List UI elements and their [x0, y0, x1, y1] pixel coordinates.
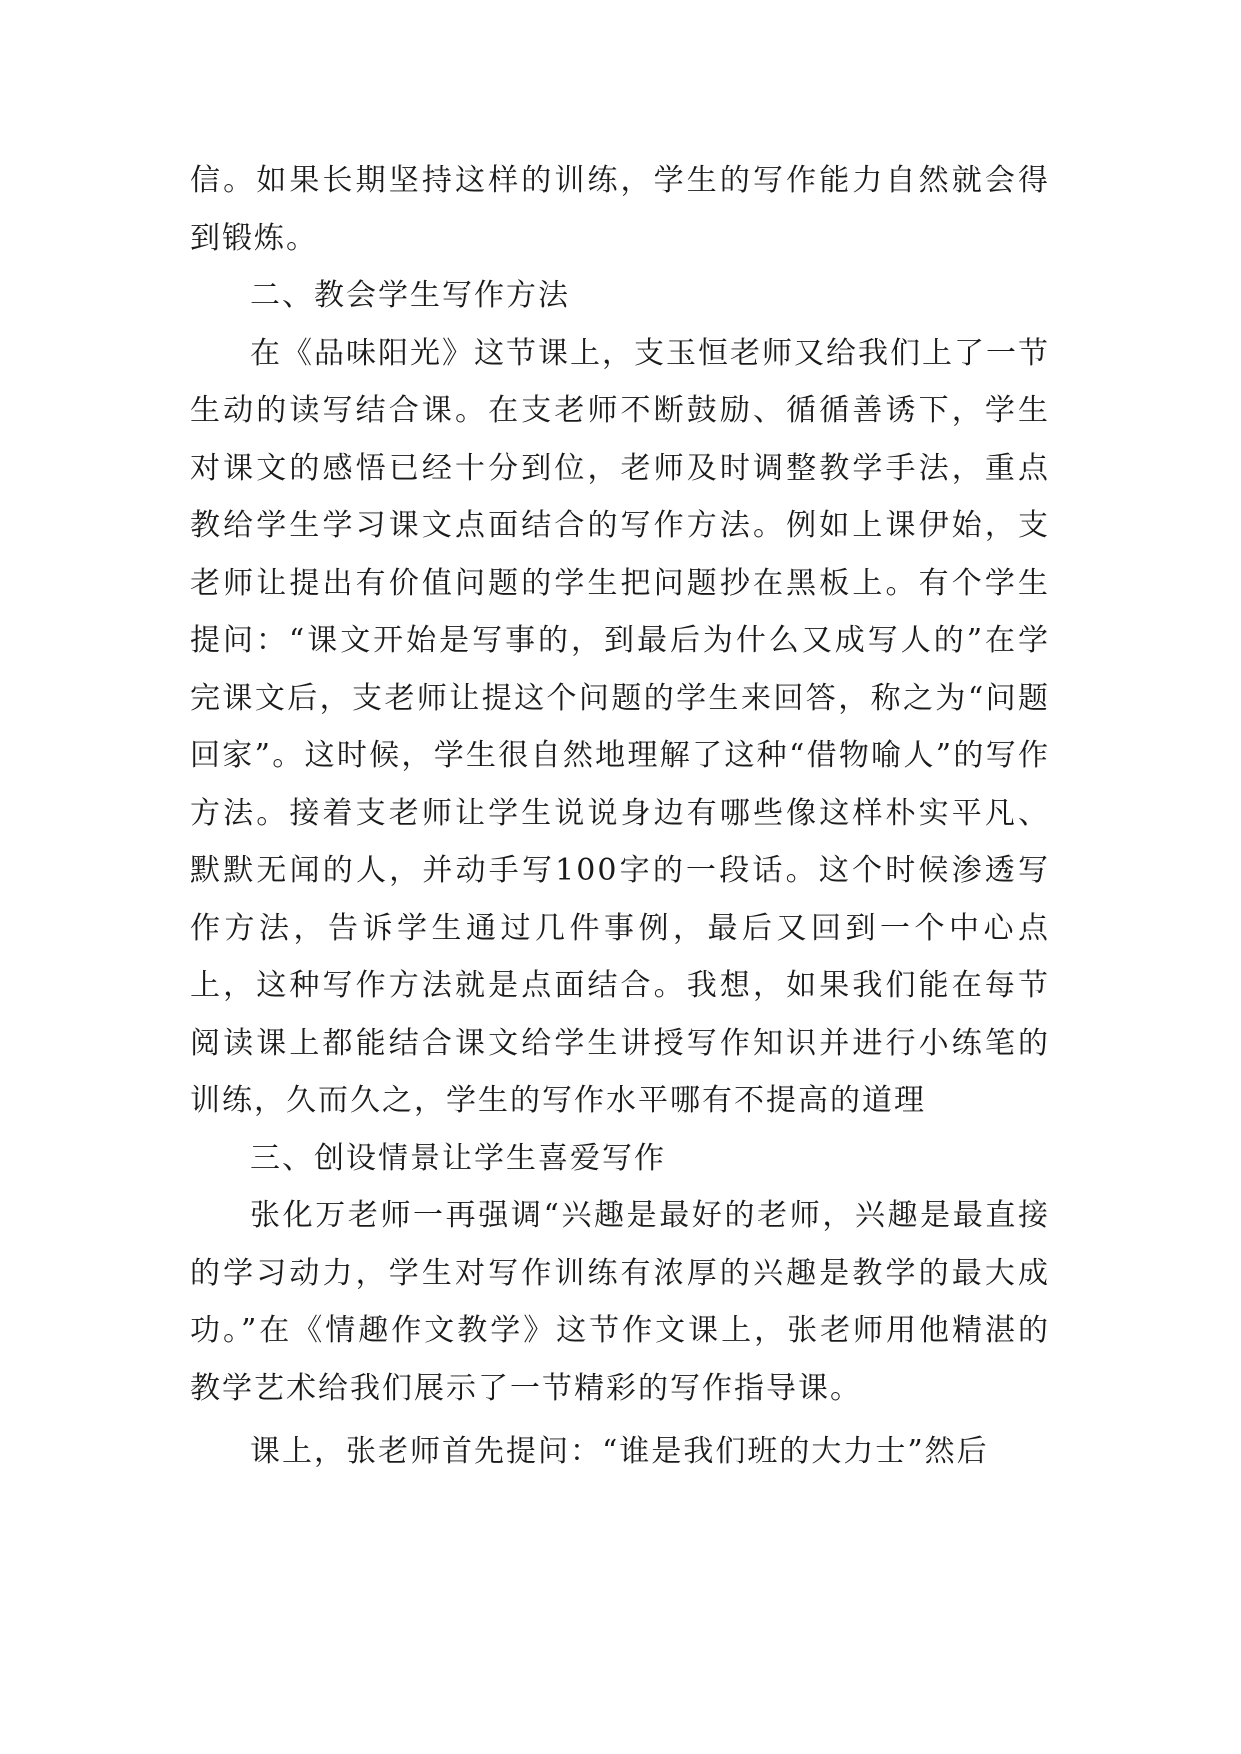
section-heading-2: 二、教会学生写作方法: [250, 278, 570, 313]
paragraph: 在《品味阳光》这节课上，支玉恒老师又给我们上了一节生动的读写结合课。在支老师不断鼓励、循循善诱下，学生对课文的感悟已经十分到位，老师及时调整教学手法，重点教给学生学习课文点面结合的写作方法。例如上课伊始，支老师让提出有价值问题的学生把问题抄在黑板上。有个学生提问：“课文开始是写事的，到最后为什么又成写人的”在学完课文后，支老师让提这个问题的学生来回答，称之为“问题回家”。这时候，学生很自然地理解了这种“借物喻人”的写作方法。接着支老师让学生说说身边有哪些像这样朴实平凡、默默无闻的人，并动手写100字的一段话。这个时候渗透写作方法，告诉学生通过几件事例，最后又回到一个中心点上，这种写作方法就是点面结合。我想，如果我们能在每节阅读课上都能结合课文给学生讲授写作知识并进行小练笔的训练，久而久之，学生的写作水平哪有不提高的道理: [190, 335, 1050, 1118]
section-heading-3: 三、创设情景让学生喜爱写作: [250, 1140, 666, 1176]
paragraph: 张化万老师一再强调“兴趣是最好的老师，兴趣是最直接的学习动力，学生对写作训练有浓厚的兴趣是教学的最大成功。”在《情趣作文教学》这节作文课上，张老师用他精湛的教学艺术给我们展示了一节精彩的写作指导课。: [190, 1198, 1050, 1406]
paragraph: 课上，张老师首先提问：“谁是我们班的大力士”然后: [250, 1434, 989, 1469]
paragraph-continued: 信。如果长期坚持这样的训练，学生的写作能力自然就会得到锻炼。: [190, 163, 1050, 256]
document-page: [190, 152, 1050, 1481]
